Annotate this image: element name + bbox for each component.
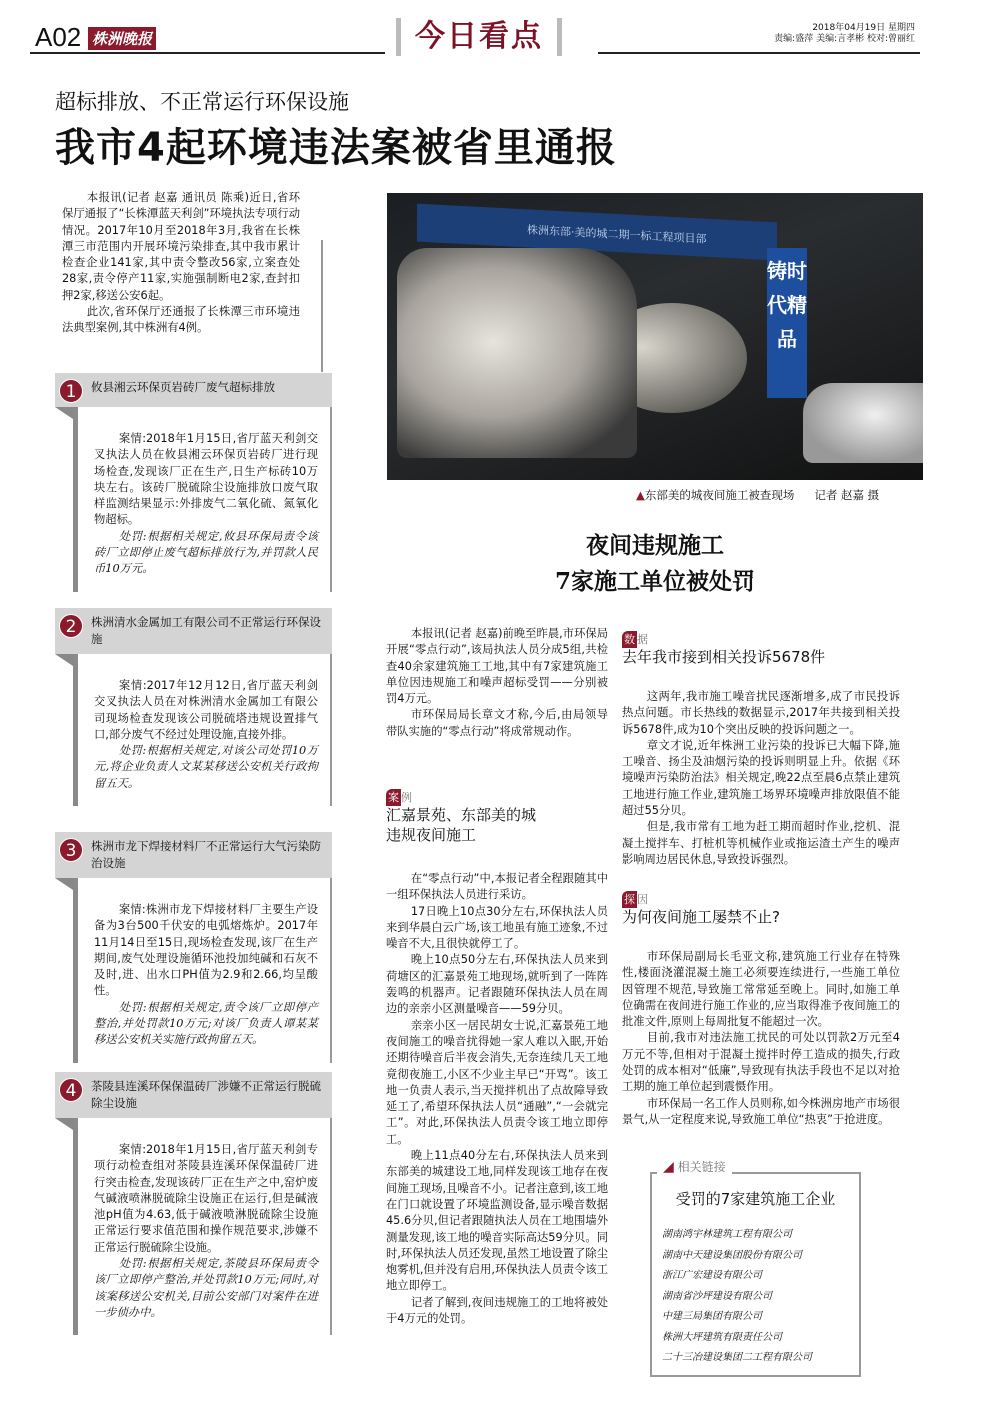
case-title: 株洲清水金属加工有限公司不正常运行环保设施 xyxy=(91,615,321,646)
paragraph: 本报讯(记者 赵嘉 通讯员 陈乘)近日,省环保厅通报了“长株潭蓝天利剑”环境执法专项行动情况。2017年10月至2018年3月,我省在长株潭三市范围内开展环境污染排查,其中我市累计检查企业141家,其中责令整改56家,立案查处28家,责令停产11家,实施强制断电2家,查封扣押2家,移送公安6起。 xyxy=(62,191,300,302)
paragraph: 本报讯(记者 赵嘉)前晚至昨晨,市环保局开展“零点行动”,该局执法人员分成5组,共检查40余家建筑施工工地,其中有7家建筑施工单位因违规施工和噪声超标受罚——分别被罚4万元。 xyxy=(386,627,608,706)
case-facts: 案情:2017年12月12日,省厅蓝天利剑交叉执法人员在对株洲清水金属加工有限公司现场检查发现该公司脱硫塔违规设置排气口,部分废气不经过处理设施,直接外排。 xyxy=(94,679,318,741)
related-label-text: 相关链接 xyxy=(677,1160,726,1174)
case-box xyxy=(55,608,332,806)
tag-char: 例 xyxy=(401,791,412,804)
case-penalty: 处罚:根据相关规定,对该公司处罚10万元,将企业负责人文某某移送公安机关行政拘留五天。 xyxy=(94,744,318,790)
tag-char: 探 xyxy=(624,893,635,906)
photo-caption xyxy=(636,487,879,503)
tag-char: 案 xyxy=(388,791,399,804)
paragraph: 晚上10点50分左右,环保执法人员来到荷塘区的汇嘉景苑工地现场,就听到了一阵阵轰鸣的机器声。记者跟随环保执法人员在周边的亲亲小区测量噪音——59分贝。 xyxy=(386,953,608,1016)
headline-subtitle: 超标排放、不正常运行环保设施 xyxy=(55,90,349,114)
company-item: 二十三冶建设集团二工程有限公司 xyxy=(662,1352,812,1363)
news-photo xyxy=(387,193,923,480)
photo-credit: 记者 赵嘉 摄 xyxy=(814,488,880,502)
case-penalty: 处罚:根据相关规定,责令该厂立即停产整治,并处罚款10万元;对该厂负责人谭某某移送公安机关实施行政拘留五天。 xyxy=(94,1000,318,1047)
page-number: A02 xyxy=(35,22,82,52)
newspaper-logo: 株洲晚报 xyxy=(88,27,156,50)
related-title: 受罚的7家建筑施工企业 xyxy=(675,1190,836,1208)
header-rule xyxy=(30,52,385,54)
case-number-badge: 4 xyxy=(59,1078,83,1102)
story-title-line: 7家施工单位被处罚 xyxy=(554,568,755,595)
tag-char: 数 xyxy=(624,633,635,646)
data-section xyxy=(622,628,900,868)
paragraph: 市环保局一名工作人员则称,如今株洲房地产市场很景气,从一定程度来说,导致施工单位“热衷”于抢进度。 xyxy=(622,1096,900,1126)
photo-banner: 株洲东部·美的城二期一标工程项目部 xyxy=(417,204,777,261)
company-item: 中建三局集团有限公司 xyxy=(662,1311,762,1322)
case-number-badge: 3 xyxy=(59,838,83,862)
case-number-badge: 2 xyxy=(59,614,83,638)
case-heading: 汇嘉景苑、东部美的城 xyxy=(386,806,537,824)
case-header xyxy=(55,373,332,407)
story-intro xyxy=(386,626,608,740)
cause-heading: 为何夜间施工屡禁不止? xyxy=(622,908,780,926)
case-title: 茶陵县连溪环保保温砖厂涉嫌不正常运行脱硫除尘设施 xyxy=(91,1079,321,1110)
case-body xyxy=(73,407,332,592)
cement-truck xyxy=(397,248,637,458)
tag-char: 据 xyxy=(637,633,648,646)
paragraph: 市环保局局长章文才称,今后,由局领导带队实施的“零点行动”将成常规动作。 xyxy=(386,708,608,738)
paragraph: 亲亲小区一居民胡女士说,汇嘉景苑工地夜间施工的噪音扰得她一家人难以入眠,开始还期待噪音后半夜会消失,无奈连续几天工地竟彻夜施工,小区不少业主早已“开骂”。该工地一负责人表示,当天搅拌机出了点故障导致延工了,希望环保执法人员“通融”,“一会就完工”。对此,环保执法人员责令该工地立即停工。 xyxy=(386,1018,608,1146)
case-body xyxy=(73,878,332,1063)
issue-date: 2018年04月19日 星期四 xyxy=(812,23,915,33)
case-box xyxy=(55,832,332,1063)
cause-section xyxy=(622,888,900,1128)
case-facts: 案情:2018年1月15日,省厅蓝天利剑专项行动检查组对茶陵县连溪环保保温砖厂进行突击检查,发现该砖厂正在生产之中,窑炉废气碱液喷淋脱硫除尘设施正在运行,但是碱液池pH值为4.63,低于碱液喷淋脱硫除尘设施正常运行要求值范围和操作规范要求,涉嫌不正常运行脱硫除尘设施。 xyxy=(94,1143,318,1254)
paragraph: 目前,我市对违法施工扰民的可处以罚款2万元至4万元不等,但相对于混凝土搅拌时停工造成的损失,行政处罚的成本相对“低廉”,导致现有执法手段也不足以对抢工期的施工单位起到震慑作用。 xyxy=(622,1031,900,1094)
story-title xyxy=(430,528,880,600)
triangle-icon: ▲ xyxy=(636,488,645,502)
case-facts: 案情:株洲市龙下焊接材料厂主要生产设备为3台500千伏安的电弧熔炼炉。2017年11月14日至15日,现场检查发现,该厂在生产期间,废气处理设施循环池投加纯碱和石灰不及时,进、出水口PH值为2.9和2.66,均呈酸性。 xyxy=(94,903,318,998)
case-box xyxy=(55,1072,332,1335)
paragraph: 这两年,我市施工噪音扰民逐渐增多,成了市民投诉热点问题。市长热线的数据显示,2017年共接到相关投诉5678件,成为10个突出反映的投诉问题之一。 xyxy=(622,690,900,736)
case-penalty: 处罚:根据相关规定,攸县环保局责令该砖厂立即停止废气超标排放行为,并罚款人民币10万元。 xyxy=(94,529,318,576)
paragraph: 17日晚上10点30分左右,环保执法人员来到华晨白云广场,该工地虽有施工迹象,不过噪音不大,且很快就停工了。 xyxy=(386,904,608,951)
headline-title: 我市4起环境违法案被省里通报 xyxy=(55,125,617,171)
paragraph: 市环保局副局长毛亚文称,建筑施工行业存在特殊性,楼面浇灌混凝土施工必须要连续进行,一些施工单位因管理不规范,导致施工常常延至晚上。同时,如施工单位确需在夜间进行施工作业的,应当取得准予夜间施工的批准文件,原则上每周批复不能超过一次。 xyxy=(622,950,900,1029)
case-body xyxy=(73,654,332,806)
company-item: 湖南省沙坪建设有限公司 xyxy=(662,1290,772,1302)
story-title-line: 夜间违规施工 xyxy=(586,532,724,559)
case-body xyxy=(73,1118,332,1335)
tag-char: 因 xyxy=(637,893,648,906)
case-penalty: 处罚:根据相关规定,茶陵县环保局责令该厂立即停产整治,并处罚款10万元;同时,对该案移送公安机关,目前公安部门对案件在进一步侦办中。 xyxy=(94,1257,318,1319)
case-header xyxy=(55,1072,332,1118)
section-tag xyxy=(622,631,648,647)
arrow-icon: ◢ xyxy=(663,1159,674,1175)
paragraph: 在“零点行动”中,本报记者全程跟随其中一组环保执法人员进行采访。 xyxy=(386,872,608,902)
case-heading: 违规夜间施工 xyxy=(386,826,477,844)
divider xyxy=(321,240,323,372)
case-title: 株洲市龙下焊接材料厂不正常运行大气污染防治设施 xyxy=(91,839,321,870)
car xyxy=(803,383,923,463)
caption-text: 东部美的城夜间施工被查现场 xyxy=(644,488,795,502)
section-tag xyxy=(386,789,412,805)
editors: 责编:盛萍 美编:言孝彬 校对:曾丽红 xyxy=(774,34,915,44)
case-facts: 案情:2018年1月15日,省厅蓝天利剑交叉执法人员在攸县湘云环保页岩砖厂进行现场检查,发现该厂正在生产,日生产标砖10万块左右。该砖厂脱硫除尘设施排放口废气取样监测结果显示:外排废气二氧化硫、氮氧化物超标。 xyxy=(94,432,318,527)
header-rule xyxy=(598,52,920,54)
company-item: 湖南鸿宇林建筑工程有限公司 xyxy=(662,1229,792,1240)
header-meta xyxy=(774,23,915,45)
photo-vertical-banner: 铸时代精品 xyxy=(767,248,807,398)
paragraph: 晚上11点40分左右,环保执法人员来到东部美的城建设工地,同样发现该工地存在夜间施工现场,且噪音不小。记者注意到,该工地在门口就设置了环境监测设备,显示噪音数据45.6分贝,但记者跟随执法人员在工地围墙外测量发现,该工地的噪音实际高达59分贝。同时,环保执法人员还发现,虽然工地设置了除尘炮雾机,但并没有启用,环保执法人员责令该工地立即停工。 xyxy=(386,1149,608,1293)
case-box xyxy=(55,373,332,592)
case-header xyxy=(55,608,332,654)
related-links-label xyxy=(657,1158,732,1175)
company-item: 湖南中天建设集团股份有限公司 xyxy=(662,1249,802,1261)
section-tag xyxy=(622,891,648,907)
data-heading: 去年我市接到相关投诉5678件 xyxy=(622,648,826,666)
paragraph: 但是,我市常有工地为赶工期而超时作业,挖机、混凝土搅拌车、打桩机等机械作业或拖运渣土产生的噪声影响周边居民休息,导致投诉强烈。 xyxy=(622,820,900,866)
intro-article xyxy=(62,190,300,337)
paragraph: 章文才说,近年株洲工业污染的投诉已大幅下降,施工噪音、扬尘及油烟污染的投诉则明显上升。依据《环境噪声污染防治法》相关规定,晚22点至晨6点禁止建筑工地进行施工作业,建筑施工场界环境噪声排放限值不能超过55分贝。 xyxy=(622,738,900,818)
company-item: 株洲大坪建筑有限责任公司 xyxy=(662,1331,782,1343)
paragraph: 记者了解到,夜间违规施工的工地将被处于4万元的处罚。 xyxy=(386,1295,608,1326)
company-item: 浙江广宏建设有限公司 xyxy=(662,1270,762,1281)
related-links-box xyxy=(650,1172,861,1377)
case-section xyxy=(386,786,608,1327)
section-title: 今日看点 xyxy=(396,18,562,56)
case-header xyxy=(55,832,332,878)
case-title: 攸县湘云环保页岩砖厂废气超标排放 xyxy=(91,380,275,394)
case-number-badge: 1 xyxy=(59,379,83,403)
paragraph: 此次,省环保厅还通报了长株潭三市环境违法典型案例,其中株洲有4例。 xyxy=(62,305,300,335)
